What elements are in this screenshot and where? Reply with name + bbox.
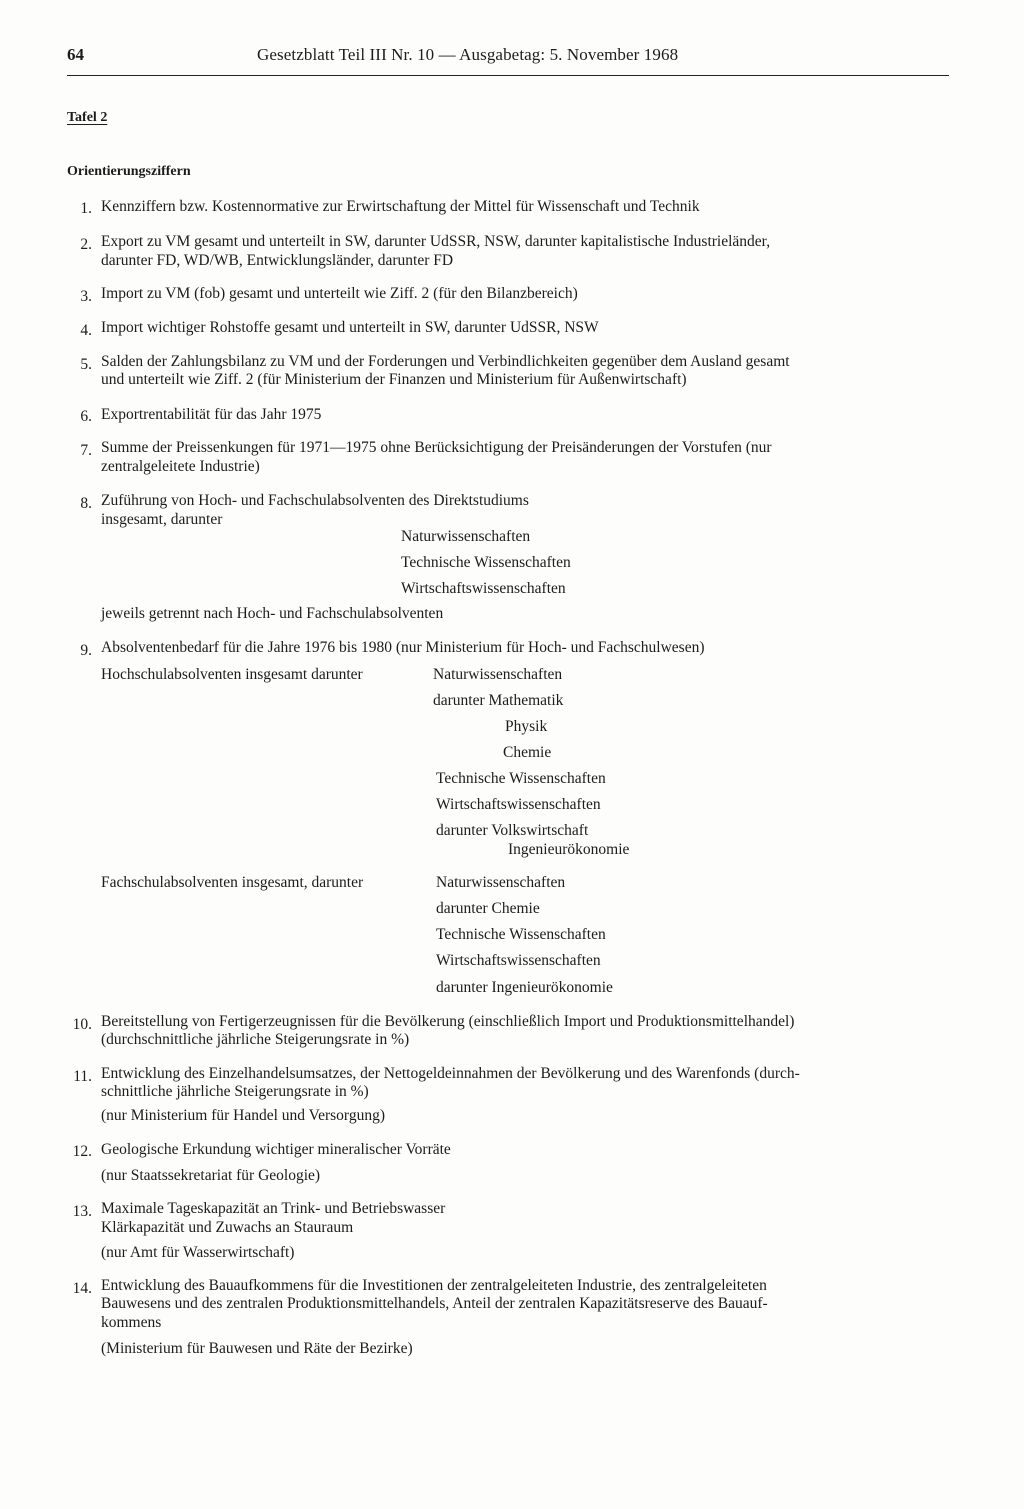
item-text: Maximale Tageskapazität an Trink- und Betriebswasser <box>101 1200 446 1217</box>
item-text: Summe der Preissenkungen für 1971—1975 ohne Berücksichtigung der Preisänderungen der Vorstufen (nur <box>101 439 772 456</box>
item-text: Salden der Zahlungsbilanz zu VM und der Forderungen und Verbindlichkeiten gegenüber dem Ausland gesamt <box>101 353 790 370</box>
item-number: 13. <box>72 1203 92 1220</box>
page-number: 64 <box>67 45 84 64</box>
item-note: (nur Staatssekretariat für Geologie) <box>101 1167 321 1184</box>
item-text: schnittliche jährliche Steigerungsrate in %) <box>101 1083 369 1100</box>
item-number: 8. <box>80 495 92 512</box>
field-line: Technische Wissenschaften <box>401 554 571 571</box>
item-number: 7. <box>80 442 92 459</box>
item-note: (Ministerium für Bauwesen und Räte der Bezirke) <box>101 1340 413 1357</box>
field-line: Wirtschaftswissenschaften <box>436 796 601 813</box>
item-text: kommens <box>101 1314 162 1331</box>
item-text: insgesamt, darunter <box>101 511 223 528</box>
item-number: 10. <box>72 1016 92 1033</box>
item-text: Entwicklung des Bauaufkommens für die Investitionen der zentralgeleiteten Industrie, des zentralgeleiteten <box>101 1277 767 1294</box>
page-header <box>67 46 949 68</box>
item-text: Entwicklung des Einzelhandelsumsatzes, der Nettogeldeinnahmen der Bevölkerung und des Warenfonds (durch- <box>101 1065 800 1082</box>
item-text: Import zu VM (fob) gesamt und unterteilt wie Ziff. 2 (für den Bilanzbereich) <box>101 285 578 302</box>
item-text: (durchschnittliche jährliche Steigerungsrate in %) <box>101 1031 410 1048</box>
item-text: Zuführung von Hoch- und Fachschulabsolventen des Direktstudiums <box>101 492 529 509</box>
item-number: 14. <box>72 1280 92 1297</box>
item-number: 1. <box>80 200 92 217</box>
item-text: Import wichtiger Rohstoffe gesamt und unterteilt in SW, darunter UdSSR, NSW <box>101 319 599 336</box>
item-text: Klärkapazität und Zuwachs an Stauraum <box>101 1219 354 1236</box>
item-number: 9. <box>80 642 92 659</box>
item-number: 2. <box>80 236 92 253</box>
item-note: (nur Amt für Wasserwirtschaft) <box>101 1244 295 1261</box>
item-text: Geologische Erkundung wichtiger mineralischer Vorräte <box>101 1141 451 1158</box>
item-number: 3. <box>80 288 92 305</box>
field-line: Physik <box>505 718 548 735</box>
item-number: 4. <box>80 322 92 339</box>
field-line: Naturwissenschaften <box>433 666 563 683</box>
running-title: Gesetzblatt Teil III Nr. 10 — Ausgabetag: 5. November 1968 <box>257 45 679 64</box>
hochschule-label: Hochschulabsolventen insgesamt darunter <box>101 666 363 683</box>
field-line: darunter Volkswirtschaft <box>436 822 589 839</box>
item-text: Bereitstellung von Fertigerzeugnissen für die Bevölkerung (einschließlich Import und Produktionsmittelhandel) <box>101 1013 795 1030</box>
field-line: Wirtschaftswissenschaften <box>436 952 601 969</box>
item-number: 6. <box>80 408 92 425</box>
field-line: darunter Mathematik <box>433 692 564 709</box>
field-line: Naturwissenschaften <box>436 874 566 891</box>
item-text: Kennziffern bzw. Kostennormative zur Erwirtschaftung der Mittel für Wissenschaft und Technik <box>101 198 700 215</box>
field-line: darunter Ingenieurökonomie <box>436 979 613 996</box>
field-line: Ingenieurökonomie <box>508 841 630 858</box>
item-text: Exportrentabilität für das Jahr 1975 <box>101 406 322 423</box>
fachschule-label: Fachschulabsolventen insgesamt, darunter <box>101 874 364 891</box>
section-title: Orientierungsziffern <box>67 164 191 179</box>
item-footer: jeweils getrennt nach Hoch- und Fachschulabsolventen <box>101 605 444 622</box>
item-note: (nur Ministerium für Handel und Versorgung) <box>101 1107 385 1124</box>
table-title: Tafel 2 <box>67 110 108 125</box>
item-number: 5. <box>80 356 92 373</box>
item-text: Export zu VM gesamt und unterteilt in SW, darunter UdSSR, NSW, darunter kapitalistische Industrieländer, <box>101 233 771 250</box>
field-line: Chemie <box>503 744 552 761</box>
field-line: Technische Wissenschaften <box>436 770 606 787</box>
field-line: Naturwissenschaften <box>401 528 531 545</box>
item-text: Absolventenbedarf für die Jahre 1976 bis 1980 (nur Ministerium für Hoch- und Fachschulwesen) <box>101 639 705 656</box>
item-text: darunter FD, WD/WB, Entwicklungsländer, darunter FD <box>101 252 454 269</box>
field-line: Technische Wissenschaften <box>436 926 606 943</box>
header-rule <box>67 75 949 76</box>
item-number: 12. <box>72 1143 92 1160</box>
field-line: Wirtschaftswissenschaften <box>401 580 566 597</box>
item-number: 11. <box>73 1068 92 1085</box>
item-text: und unterteilt wie Ziff. 2 (für Ministerium der Finanzen und Ministerium für Außenwirtschaft) <box>101 371 687 388</box>
item-text: zentralgeleitete Industrie) <box>101 458 260 475</box>
item-text: Bauwesens und des zentralen Produktionsmittelhandels, Anteil der zentralen Kapazitätsreserve des Bauauf- <box>101 1295 768 1312</box>
field-line: darunter Chemie <box>436 900 540 917</box>
